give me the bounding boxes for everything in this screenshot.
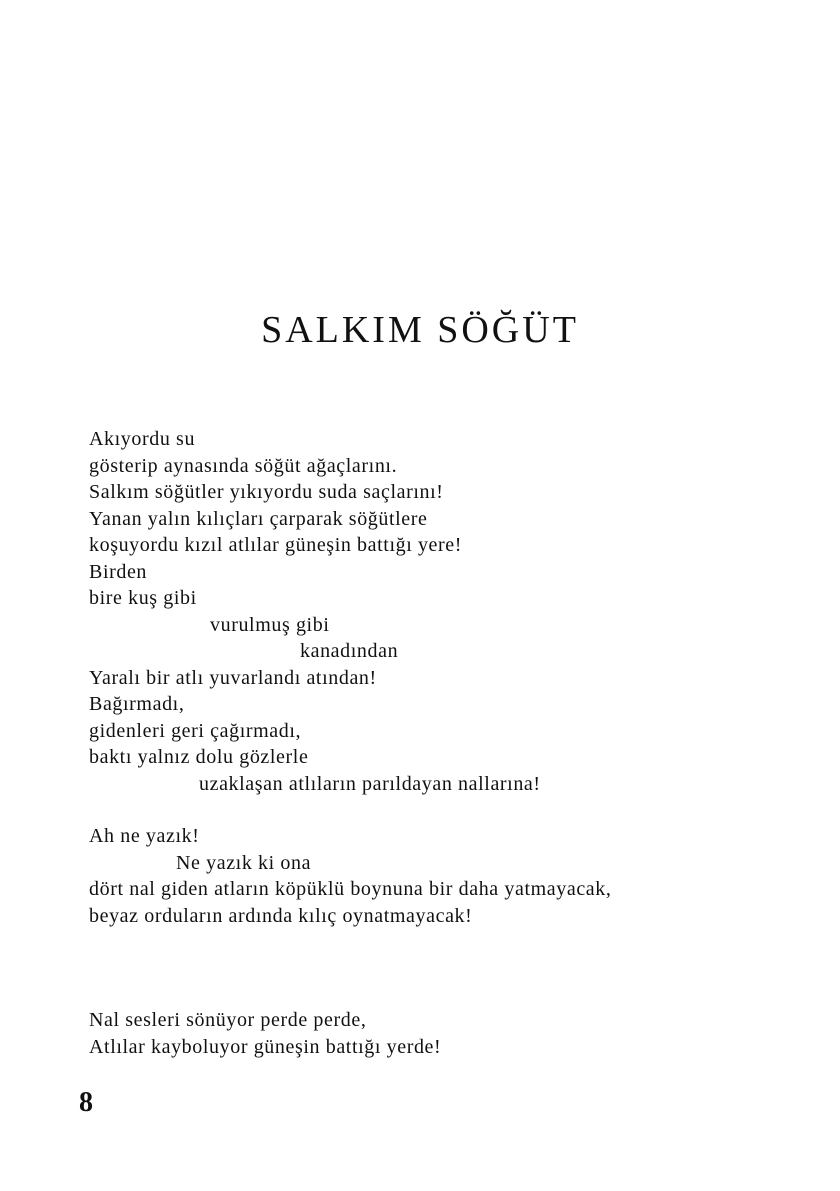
poem-line: Salkım söğütler yıkıyordu suda saçlarını! <box>89 481 444 503</box>
poem-line: Nal sesleri sönüyor perde perde, <box>89 1009 367 1031</box>
stanza-gap <box>89 929 809 981</box>
poem-line: koşuyordu kızıl atlılar güneşin battığı yere! <box>89 534 463 556</box>
poem-line: Bağırmadı, <box>89 693 185 715</box>
poem-line: beyaz orduların ardında kılıç oynatmayacak! <box>89 904 473 927</box>
poem-line: gösterip aynasında söğüt ağaçlarını. <box>89 454 398 477</box>
poem-line: Atlılar kayboluyor güneşin battığı yerde! <box>89 1035 442 1058</box>
poem-line: Yaralı bir atlı yuvarlandı atından! <box>89 666 377 689</box>
poem-line: Ah ne yazık! <box>89 825 200 847</box>
poem-body <box>89 426 809 1060</box>
stanza-gap <box>89 797 809 823</box>
poem-line: dört nal giden atların köpüklü boynuna bir daha yatmayacak, <box>89 878 612 900</box>
poem-line: Akıyordu su <box>89 428 196 450</box>
stanza-gap <box>89 981 809 1007</box>
page-number: 8 <box>79 1087 93 1118</box>
poem-line: kanadından <box>300 640 399 662</box>
poem-line: gidenleri geri çağırmadı, <box>89 719 302 742</box>
poem-line: Birden <box>89 560 148 583</box>
poem-line: Ne yazık ki ona <box>176 851 312 874</box>
poem-line: bire kuş gibi <box>89 587 197 609</box>
poem-line: baktı yalnız dolu gözlerle <box>89 746 309 768</box>
poem-title: SALKIM SÖĞÜT <box>261 309 579 351</box>
poem-line: Yanan yalın kılıçları çarparak söğütlere <box>89 507 428 530</box>
poem-line: vurulmuş gibi <box>210 613 330 636</box>
poem-line: uzaklaşan atlıların parıldayan nallarına! <box>199 772 541 795</box>
